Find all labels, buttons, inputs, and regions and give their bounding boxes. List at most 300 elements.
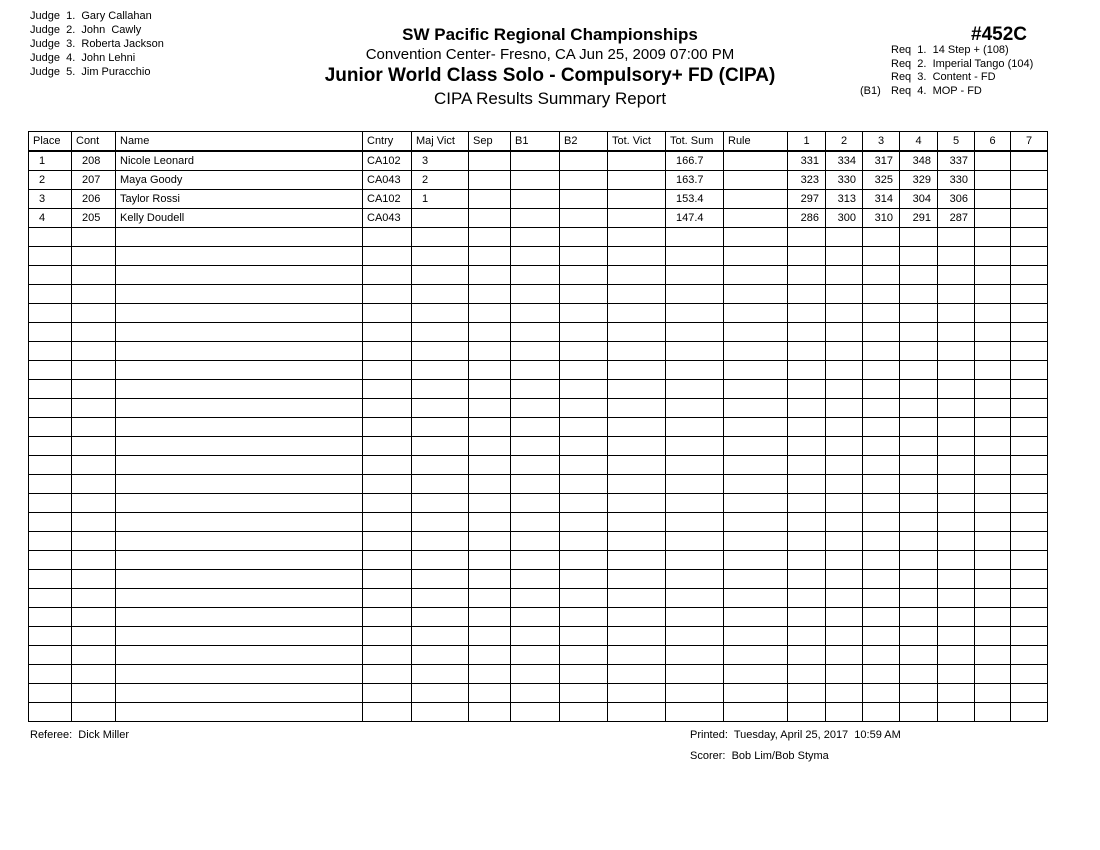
table-cell xyxy=(560,665,608,684)
table-cell xyxy=(363,570,412,589)
table-cell xyxy=(863,228,900,247)
table-cell xyxy=(511,266,560,285)
empty-table-row xyxy=(29,513,1048,532)
table-cell: 330 xyxy=(938,171,975,190)
table-cell xyxy=(29,342,72,361)
table-cell xyxy=(975,532,1011,551)
table-cell xyxy=(560,646,608,665)
table-cell xyxy=(412,209,469,228)
table-cell xyxy=(826,361,863,380)
table-cell xyxy=(116,361,363,380)
competition-title: SW Pacific Regional Championships xyxy=(402,25,698,44)
table-cell xyxy=(469,684,511,703)
table-cell xyxy=(412,361,469,380)
table-cell xyxy=(412,551,469,570)
table-cell xyxy=(412,513,469,532)
table-cell xyxy=(560,361,608,380)
table-cell xyxy=(116,228,363,247)
table-cell xyxy=(469,247,511,266)
table-cell xyxy=(666,551,724,570)
table-cell xyxy=(72,646,116,665)
table-cell xyxy=(666,380,724,399)
table-cell xyxy=(1011,171,1048,190)
empty-table-row xyxy=(29,494,1048,513)
table-cell xyxy=(412,570,469,589)
table-cell xyxy=(900,323,938,342)
judges-list xyxy=(30,9,164,79)
table-cell xyxy=(469,228,511,247)
table-cell xyxy=(863,532,900,551)
table-cell xyxy=(116,304,363,323)
table-cell: 323 xyxy=(788,171,826,190)
table-cell xyxy=(560,190,608,209)
table-header-row xyxy=(29,132,1048,152)
table-cell xyxy=(975,513,1011,532)
table-cell xyxy=(511,494,560,513)
table-cell xyxy=(938,342,975,361)
table-cell xyxy=(863,437,900,456)
table-cell xyxy=(412,627,469,646)
table-cell xyxy=(666,589,724,608)
empty-table-row xyxy=(29,665,1048,684)
table-cell xyxy=(363,361,412,380)
table-cell: 297 xyxy=(788,190,826,209)
table-cell xyxy=(72,475,116,494)
empty-table-row xyxy=(29,532,1048,551)
table-cell xyxy=(116,418,363,437)
table-cell xyxy=(363,684,412,703)
table-cell xyxy=(863,627,900,646)
table-cell: 207 xyxy=(72,171,116,190)
table-cell: 325 xyxy=(863,171,900,190)
table-cell: 314 xyxy=(863,190,900,209)
table-cell xyxy=(608,228,666,247)
table-cell xyxy=(975,437,1011,456)
empty-table-row xyxy=(29,627,1048,646)
table-cell xyxy=(29,437,72,456)
empty-table-row xyxy=(29,266,1048,285)
empty-table-row xyxy=(29,380,1048,399)
table-cell xyxy=(826,608,863,627)
table-cell xyxy=(975,684,1011,703)
table-cell xyxy=(975,703,1011,722)
table-cell xyxy=(788,494,826,513)
empty-table-row xyxy=(29,684,1048,703)
table-cell xyxy=(863,513,900,532)
table-cell xyxy=(975,266,1011,285)
table-cell xyxy=(863,494,900,513)
table-cell xyxy=(938,608,975,627)
table-cell xyxy=(608,551,666,570)
table-cell xyxy=(116,627,363,646)
table-cell xyxy=(29,323,72,342)
table-row xyxy=(29,151,1048,171)
requirement-label: Req 1. 14 Step + (108) xyxy=(891,44,1009,56)
table-cell xyxy=(363,627,412,646)
table-cell xyxy=(1011,532,1048,551)
table-cell xyxy=(826,513,863,532)
table-cell xyxy=(29,304,72,323)
table-cell xyxy=(1011,551,1048,570)
table-cell xyxy=(608,266,666,285)
table-cell xyxy=(788,646,826,665)
table-cell xyxy=(560,494,608,513)
event-number: #452C xyxy=(971,24,1027,45)
table-cell xyxy=(938,494,975,513)
table-cell xyxy=(363,494,412,513)
column-header: 3 xyxy=(863,132,900,152)
table-cell xyxy=(863,380,900,399)
table-cell xyxy=(900,646,938,665)
empty-table-row xyxy=(29,589,1048,608)
table-cell xyxy=(29,551,72,570)
table-cell xyxy=(511,456,560,475)
scorer: Scorer: Bob Lim/Bob Styma xyxy=(690,750,829,762)
table-cell: 3 xyxy=(412,151,469,171)
table-cell xyxy=(469,494,511,513)
table-cell xyxy=(116,570,363,589)
table-cell xyxy=(826,323,863,342)
table-cell xyxy=(608,684,666,703)
table-cell xyxy=(826,418,863,437)
table-cell xyxy=(900,247,938,266)
table-cell xyxy=(724,684,788,703)
table-cell xyxy=(72,342,116,361)
table-cell xyxy=(724,399,788,418)
table-cell xyxy=(975,551,1011,570)
table-row xyxy=(29,171,1048,190)
table-cell xyxy=(666,570,724,589)
table-cell: 337 xyxy=(938,151,975,171)
table-cell xyxy=(412,684,469,703)
table-cell: 310 xyxy=(863,209,900,228)
printed-timestamp: Printed: Tuesday, April 25, 2017 10:59 AM xyxy=(690,729,901,741)
table-cell xyxy=(72,703,116,722)
requirement-prefix: (B1) xyxy=(860,84,881,97)
table-cell xyxy=(412,608,469,627)
table-cell xyxy=(900,399,938,418)
table-cell xyxy=(788,323,826,342)
table-cell xyxy=(363,266,412,285)
table-cell xyxy=(1011,703,1048,722)
table-cell xyxy=(900,589,938,608)
table-cell xyxy=(608,570,666,589)
table-cell xyxy=(1011,342,1048,361)
table-cell xyxy=(469,418,511,437)
table-cell xyxy=(666,304,724,323)
table-cell xyxy=(666,266,724,285)
table-cell xyxy=(863,608,900,627)
table-cell xyxy=(863,304,900,323)
table-cell xyxy=(938,456,975,475)
table-cell: 331 xyxy=(788,151,826,171)
table-cell xyxy=(788,342,826,361)
table-cell xyxy=(666,456,724,475)
empty-table-row xyxy=(29,285,1048,304)
table-cell xyxy=(666,532,724,551)
table-cell xyxy=(560,171,608,190)
table-cell xyxy=(29,589,72,608)
table-cell xyxy=(29,247,72,266)
table-cell xyxy=(863,266,900,285)
table-cell xyxy=(412,247,469,266)
table-cell: 208 xyxy=(72,151,116,171)
table-cell xyxy=(72,570,116,589)
table-cell xyxy=(788,608,826,627)
table-cell xyxy=(469,151,511,171)
table-cell xyxy=(469,589,511,608)
table-cell xyxy=(863,342,900,361)
table-cell xyxy=(72,589,116,608)
empty-table-row xyxy=(29,551,1048,570)
column-header: 2 xyxy=(826,132,863,152)
table-cell xyxy=(511,247,560,266)
table-cell xyxy=(788,437,826,456)
table-cell xyxy=(72,285,116,304)
empty-table-row xyxy=(29,399,1048,418)
table-cell xyxy=(29,380,72,399)
results-table xyxy=(28,131,1048,722)
table-cell xyxy=(72,399,116,418)
table-cell xyxy=(412,323,469,342)
table-cell xyxy=(469,456,511,475)
table-cell xyxy=(724,209,788,228)
table-cell xyxy=(900,266,938,285)
table-cell xyxy=(469,171,511,190)
table-cell xyxy=(975,361,1011,380)
table-cell xyxy=(938,570,975,589)
table-cell xyxy=(863,589,900,608)
table-cell xyxy=(1011,323,1048,342)
table-cell xyxy=(788,456,826,475)
table-cell xyxy=(938,589,975,608)
table-cell xyxy=(975,494,1011,513)
table-cell xyxy=(608,646,666,665)
requirements-list xyxy=(860,44,1033,98)
table-cell xyxy=(511,437,560,456)
table-cell xyxy=(511,323,560,342)
table-cell xyxy=(1011,266,1048,285)
table-cell xyxy=(363,342,412,361)
venue-datetime: Convention Center- Fresno, CA Jun 25, 2009 07:00 PM xyxy=(365,46,735,63)
table-cell xyxy=(412,456,469,475)
table-cell xyxy=(29,665,72,684)
table-cell xyxy=(29,266,72,285)
table-cell xyxy=(1011,589,1048,608)
table-cell xyxy=(938,304,975,323)
table-cell xyxy=(363,589,412,608)
table-cell xyxy=(469,475,511,494)
table-cell xyxy=(72,532,116,551)
table-cell xyxy=(863,285,900,304)
table-cell xyxy=(975,342,1011,361)
table-cell xyxy=(469,437,511,456)
table-cell xyxy=(29,646,72,665)
table-cell xyxy=(363,380,412,399)
table-cell xyxy=(788,380,826,399)
judge-item: Judge 5. Jim Puracchio xyxy=(30,66,151,78)
requirement-item xyxy=(860,85,1033,99)
table-cell xyxy=(363,551,412,570)
table-cell xyxy=(511,285,560,304)
table-cell xyxy=(975,418,1011,437)
table-cell xyxy=(863,646,900,665)
table-cell xyxy=(975,323,1011,342)
table-cell xyxy=(72,437,116,456)
table-cell xyxy=(826,437,863,456)
table-cell xyxy=(72,323,116,342)
table-cell xyxy=(1011,608,1048,627)
table-cell xyxy=(608,475,666,494)
table-cell: CA043 xyxy=(363,209,412,228)
table-cell xyxy=(826,475,863,494)
column-header: 4 xyxy=(900,132,938,152)
table-cell xyxy=(900,342,938,361)
empty-table-row xyxy=(29,361,1048,380)
table-cell xyxy=(900,703,938,722)
table-cell xyxy=(938,285,975,304)
table-cell xyxy=(608,247,666,266)
table-cell xyxy=(1011,399,1048,418)
table-cell xyxy=(363,646,412,665)
table-cell xyxy=(788,266,826,285)
table-cell xyxy=(72,684,116,703)
table-cell xyxy=(560,285,608,304)
table-row xyxy=(29,209,1048,228)
table-cell xyxy=(975,399,1011,418)
table-cell xyxy=(608,532,666,551)
judge-item: Judge 1. Gary Callahan xyxy=(30,10,152,22)
table-cell xyxy=(863,665,900,684)
empty-table-row xyxy=(29,608,1048,627)
table-cell xyxy=(826,589,863,608)
table-cell xyxy=(788,228,826,247)
table-cell xyxy=(608,342,666,361)
table-cell: 2 xyxy=(412,171,469,190)
table-cell: 4 xyxy=(29,209,72,228)
table-cell xyxy=(826,304,863,323)
table-cell xyxy=(724,304,788,323)
empty-table-row xyxy=(29,228,1048,247)
table-cell xyxy=(469,551,511,570)
table-cell xyxy=(116,703,363,722)
table-cell xyxy=(788,285,826,304)
table-cell xyxy=(666,285,724,304)
table-cell xyxy=(72,456,116,475)
table-cell xyxy=(900,494,938,513)
table-cell xyxy=(724,151,788,171)
table-cell xyxy=(469,532,511,551)
column-header: Maj Vict xyxy=(412,132,469,152)
table-cell: 348 xyxy=(900,151,938,171)
table-cell: 147.4 xyxy=(666,209,724,228)
table-cell xyxy=(363,228,412,247)
table-cell xyxy=(1011,475,1048,494)
table-cell xyxy=(116,665,363,684)
table-cell xyxy=(863,418,900,437)
table-cell xyxy=(975,475,1011,494)
table-cell xyxy=(938,247,975,266)
table-cell xyxy=(469,285,511,304)
table-cell xyxy=(938,266,975,285)
table-cell xyxy=(560,551,608,570)
table-cell xyxy=(511,570,560,589)
table-cell: 304 xyxy=(900,190,938,209)
table-cell xyxy=(666,323,724,342)
empty-table-row xyxy=(29,342,1048,361)
empty-table-row xyxy=(29,304,1048,323)
table-cell xyxy=(72,513,116,532)
empty-table-row xyxy=(29,646,1048,665)
table-cell xyxy=(900,684,938,703)
table-cell xyxy=(900,475,938,494)
table-cell xyxy=(826,551,863,570)
table-cell xyxy=(116,323,363,342)
table-cell xyxy=(560,437,608,456)
table-cell xyxy=(666,684,724,703)
table-cell xyxy=(826,266,863,285)
table-cell xyxy=(826,228,863,247)
table-cell xyxy=(608,190,666,209)
table-cell xyxy=(116,608,363,627)
table-cell xyxy=(975,665,1011,684)
report-header xyxy=(250,24,850,110)
table-cell xyxy=(29,570,72,589)
table-cell xyxy=(826,380,863,399)
table-cell: 300 xyxy=(826,209,863,228)
table-cell xyxy=(469,380,511,399)
table-cell xyxy=(1011,247,1048,266)
table-cell xyxy=(560,570,608,589)
table-cell xyxy=(469,190,511,209)
table-cell xyxy=(116,247,363,266)
table-cell xyxy=(511,589,560,608)
table-cell xyxy=(863,551,900,570)
table-cell xyxy=(469,399,511,418)
column-header: Name xyxy=(116,132,363,152)
table-cell xyxy=(72,228,116,247)
empty-table-row xyxy=(29,247,1048,266)
table-cell xyxy=(788,570,826,589)
table-cell: 329 xyxy=(900,171,938,190)
table-cell xyxy=(511,627,560,646)
table-row xyxy=(29,190,1048,209)
table-cell xyxy=(788,247,826,266)
table-cell xyxy=(511,342,560,361)
table-cell xyxy=(363,285,412,304)
table-cell xyxy=(412,342,469,361)
table-cell: CA102 xyxy=(363,151,412,171)
table-cell xyxy=(1011,285,1048,304)
table-cell xyxy=(72,494,116,513)
table-cell: 286 xyxy=(788,209,826,228)
table-cell xyxy=(900,304,938,323)
table-cell xyxy=(116,475,363,494)
table-cell xyxy=(900,285,938,304)
table-cell xyxy=(938,551,975,570)
table-cell xyxy=(72,266,116,285)
table-cell xyxy=(666,627,724,646)
table-cell xyxy=(72,304,116,323)
table-cell xyxy=(826,684,863,703)
table-cell xyxy=(724,532,788,551)
table-cell xyxy=(608,380,666,399)
table-cell xyxy=(560,513,608,532)
table-cell xyxy=(560,684,608,703)
table-cell xyxy=(363,418,412,437)
table-cell xyxy=(560,209,608,228)
table-cell: 3 xyxy=(29,190,72,209)
